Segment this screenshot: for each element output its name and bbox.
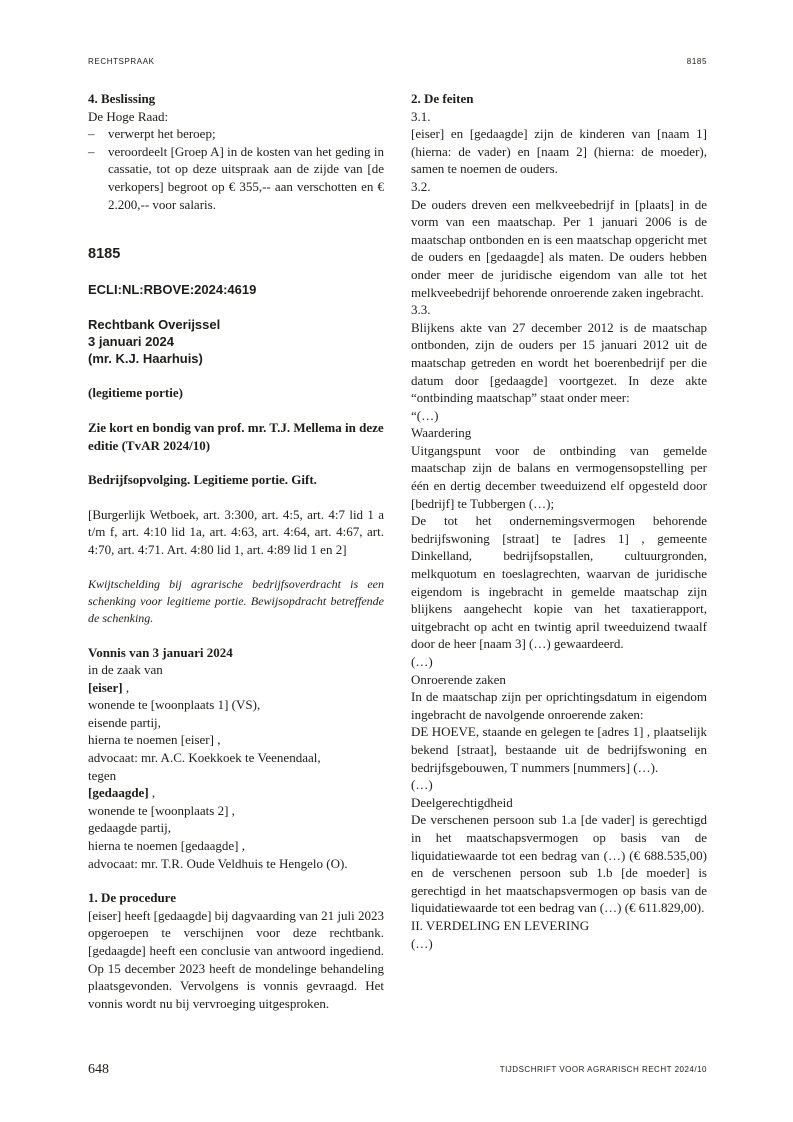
hoeve-text: DE HOEVE, staande en gelegen te [adres 1] , plaatselijk bekend [straat], bestaande uit de bedrijfswoning en bedrijfsgebouwen, T nummers [nummers] (…). (411, 724, 707, 775)
in-de-zaak: in de zaak van (88, 662, 163, 678)
court-judge: (mr. K.J. Haarhuis) (88, 351, 203, 367)
procedure-heading: 1. De procedure (88, 890, 176, 906)
eiser-alias: hierna te noemen [eiser] , (88, 732, 221, 748)
summary: Kwijtschelding bij agrarische bedrijfsoverdracht is een schenking voor legitieme portie. Bewijsopdracht betreffende de schenking. (88, 576, 384, 625)
beslissing-list (88, 125, 384, 213)
deel-text: De verschenen persoon sub 1.a [de vader] is gerechtigd in het maatschapsvermogen op basis van de liquidatiewaarde tot een bedrag van (…) (€ 688.535,00) en de verschenen persoon sub 1.b [de moeder] is gerechtigd in het maatschapsvermogen op basis van de liquidatiewaarde tot een bedrag van (…) (€ 611.829,00). (411, 812, 707, 916)
ellipsis: (…) (411, 777, 433, 793)
gedaagde-alias: hierna te noemen [gedaagde] , (88, 838, 246, 854)
statute-references: [Burgerlijk Wetboek, art. 3:300, art. 4:5, art. 4:7 lid 1 a t/m f, art. 4:10 lid 1a, art. 4:63, art. 4:64, art. 4:67, art. 4:70, art. 4:71. Art. 4:80 lid 1, art. 4:89 lid 1 en 2] (88, 506, 384, 557)
verdeling-heading: II. VERDELING EN LEVERING (411, 917, 590, 933)
eiser-line (88, 679, 384, 697)
gedaagde-residence: wonende te [woonplaats 2] , (88, 802, 235, 818)
court-date: 3 januari 2024 (88, 334, 174, 350)
eiser-name: [eiser] (88, 679, 123, 695)
ellipsis: (…) (411, 654, 433, 669)
page-number: 648 (88, 1062, 109, 1077)
vonnis-heading: Vonnis van 3 januari 2024 (88, 644, 233, 660)
procedure-text: [eiser] heeft [gedaagde] bij dagvaarding van 21 juli 2023 opgeroepen te verschijnen voor deze rechtbank. [gedaagde] heeft een conclusie van antwoord ingediend. Op 15 december 2023 heeft de mondelinge behandeling plaatsgevonden. Vervolgens is vonnis gevraagd. Het vonnis wordt nu bij vervroeging uitgesproken. (88, 907, 384, 1011)
keywords: Bedrijfsopvolging. Legitieme portie. Gift. (88, 472, 317, 488)
paragraph-text: Blijkens akte van 27 december 2012 is de maatschap ontbonden, zijn de ouders per 15 januari 2012 uit de maatschap getreden en wordt het boerenbedrijf per die datum door [gedaagde] voortgezet. In deze akte “ontbinding maatschap” staat onder meer: (411, 319, 707, 406)
gedaagde-role: gedaagde partij, (88, 820, 172, 836)
court-name: Rechtbank Overijssel (88, 317, 221, 333)
court-info (88, 316, 384, 367)
waardering-text: Uitgangspunt voor de ontbinding van gemelde maatschap zijn de balans en vermogensopstelling per één en dertig december tweeduizend elf opgesteld door [bedrijf] te Tubbergen (…); (411, 442, 707, 511)
case-number: 8185 (88, 246, 121, 263)
gedaagde-comma: , (148, 785, 156, 801)
right-column (411, 90, 707, 952)
gedaagde-lawyer: advocaat: mr. T.R. Oude Veldhuis te Hengelo (O). (88, 855, 348, 871)
eiser-comma: , (122, 679, 130, 695)
beslissing-intro: De Hoge Raad: (88, 108, 169, 124)
feiten-heading: 2. De feiten (411, 91, 474, 106)
see-also-note: Zie kort en bondig van prof. mr. T.J. Mellema in deze editie (TvAR 2024/10) (88, 419, 384, 453)
paragraph-text: De ouders dreven een melkveebedrijf in [plaats] in de vorm van een maatschap. Per 1 januari 2006 is de maatschap ontbonden en is een maatschap opgericht met de ouders en [gedaagde] als maten. De ouders hebben onder meer de juridische eigendom van alle tot het melkveebedrijf behorende onroerende zaken ingebracht. (411, 196, 707, 300)
ellipsis: (…) (411, 935, 433, 951)
waardering-heading: Waardering (411, 425, 472, 441)
gedaagde-line (88, 784, 384, 802)
ecli-number: ECLI:NL:RBOVE:2024:4619 (88, 281, 257, 297)
beslissing-item: – verwerpt het beroep; (88, 125, 384, 143)
topic: (legitieme portie) (88, 385, 183, 401)
quote-open: “(…) (411, 407, 439, 423)
running-header-case-number: 8185 (686, 57, 707, 66)
running-header-section: RECHTSPRAAK (88, 57, 155, 66)
paragraph-label: 3.2. (411, 178, 431, 194)
beslissing-item: – veroordeelt [Groep A] in de kosten van het geding in cassatie, tot op deze uitspraak aan de zijde van [de verkopers] begroot op € 355,-- aan verschotten en € 2.200,-- voor salaris. (88, 143, 384, 213)
eiser-role: eisende partij, (88, 714, 161, 730)
journal-name: TIJDSCHRIFT VOOR AGRARISCH RECHT 2024/10 (499, 1065, 707, 1074)
paragraph-text: [eiser] en [gedaagde] zijn de kinderen van [naam 1] (hierna: de vader) en [naam 2] (hierna: de moeder), samen te noemen de ouders. (411, 126, 707, 177)
gedaagde-name: [gedaagde] (88, 785, 149, 801)
woning-text: De tot het ondernemingsvermogen behorende bedrijfswoning [straat] te [adres 1] , gemeente Dinkelland, bedrijfsopstallen, cultuurgronden, melkquotum en toeslagrechten, waarvan de juridische eigendom is ingebracht in gemelde maatschap zijn blijkens aangehecht kopie van het taxatierapport, uitgebracht op acht en twintig april tweeduizend twaalf door de heer [naam 3] (…) gewaardeerd. (411, 513, 707, 652)
onroerende-heading: Onroerende zaken (411, 671, 506, 687)
beslissing-heading: 4. Beslissing (88, 91, 156, 106)
left-column (88, 90, 384, 1012)
paragraph-label: 3.1. (411, 108, 431, 124)
eiser-residence: wonende te [woonplaats 1] (VS), (88, 697, 261, 713)
onroerende-text: In de maatschap zijn per oprichtingsdatum in eigendom ingebracht de navolgende onroerende zaken: (411, 689, 707, 722)
paragraph-label: 3.3. (411, 302, 431, 318)
deel-heading: Deelgerechtigdheid (411, 794, 513, 810)
eiser-lawyer: advocaat: mr. A.C. Koekkoek te Veenendaal, (88, 750, 321, 766)
versus: tegen (88, 767, 117, 783)
